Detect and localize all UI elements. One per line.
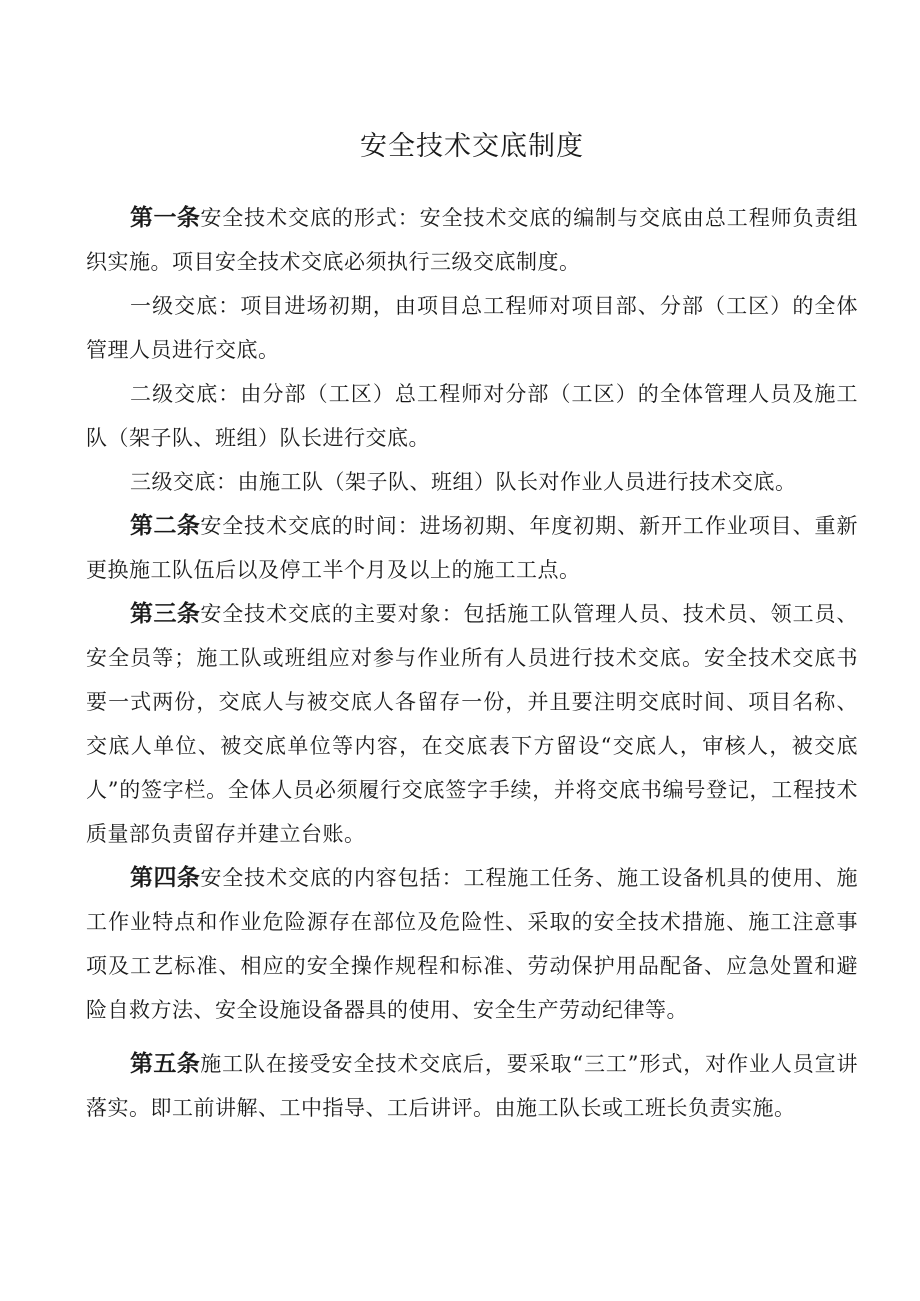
article-heading: 第二条 [130,513,201,539]
level-2-briefing-paragraph [86,372,858,460]
paragraph-text: 一级交底：项目进场初期，由项目总工程师对项目部、分部（工区）的全体管理人员进行交底。 [86,294,858,362]
article-4-paragraph [86,856,858,1032]
article-text: 安全技术交底的时间：进场初期、年度初期、新开工作业项目、重新更换施工队伍后以及停工半个月及以上的施工工点。 [86,514,858,582]
document-title: 安全技术交底制度 [360,131,584,162]
article-2-paragraph [86,504,858,592]
article-5-paragraph [86,1042,858,1130]
article-text: 安全技术交底的形式：安全技术交底的编制与交底由总工程师负责组织实施。项目安全技术交底必须执行三级交底制度。 [86,206,858,274]
article-heading: 第四条 [130,865,201,891]
article-heading: 第三条 [130,601,201,627]
paragraph-text: 二级交底：由分部（工区）总工程师对分部（工区）的全体管理人员及施工队（架子队、班组）队长进行交底。 [86,382,858,450]
article-3-paragraph [86,592,858,856]
level-3-briefing-paragraph [86,460,858,504]
article-1-paragraph [86,196,858,284]
article-heading: 第五条 [130,1051,201,1077]
article-heading: 第一条 [130,205,201,231]
article-text: 安全技术交底的主要对象：包括施工队管理人员、技术员、领工员、安全员等；施工队或班组应对参与作业所有人员进行技术交底。安全技术交底书要一式两份，交底人与被交底人各留存一份，并且要注明交底时间、项目名称、交底人单位、被交底单位等内容，在交底表下方留设“交底人，审核人，被交底人”的签字栏。全体人员必须履行交底签字手续，并将交底书编号登记，工程技术质量部负责留存并建立台账。 [86,602,858,846]
article-text: 施工队在接受安全技术交底后，要采取“三工”形式，对作业人员宣讲落实。即工前讲解、工中指导、工后讲评。由施工队长或工班长负责实施。 [86,1052,858,1120]
article-text: 安全技术交底的内容包括：工程施工任务、施工设备机具的使用、施工作业特点和作业危险源存在部位及危险性、采取的安全技术措施、施工注意事项及工艺标准、相应的安全操作规程和标准、劳动保护用品配备、应急处置和避险自救方法、安全设施设备器具的使用、安全生产劳动纪律等。 [86,866,858,1022]
paragraph-text: 三级交底：由施工队（架子队、班组）队长对作业人员进行技术交底。 [130,470,797,494]
level-1-briefing-paragraph [86,284,858,372]
